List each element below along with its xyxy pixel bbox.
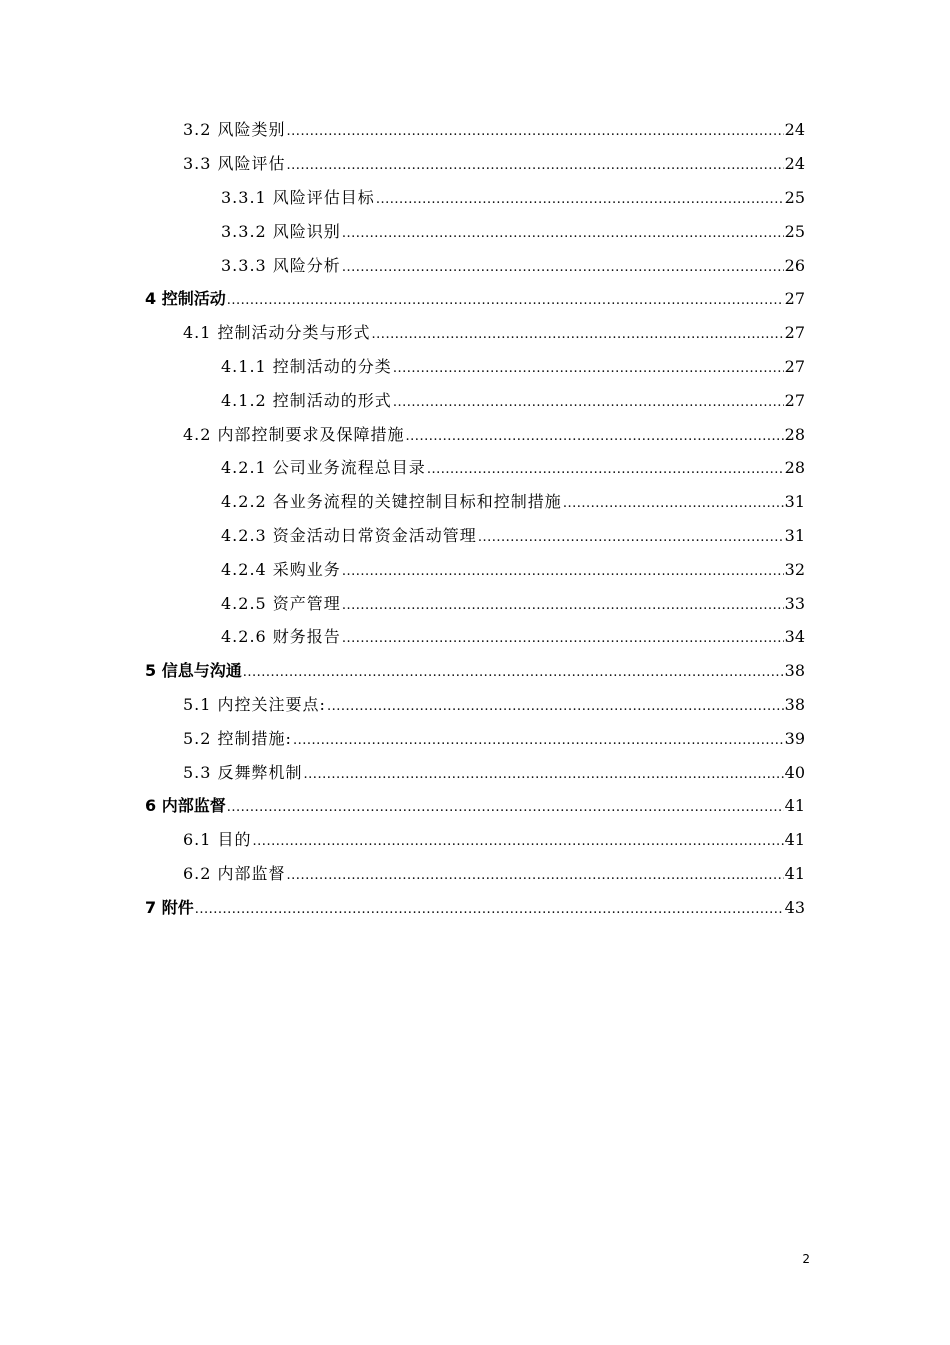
toc-dot-leader: [342, 260, 784, 275]
toc-entry[interactable]: [0, 585, 950, 619]
toc-entry[interactable]: [0, 416, 950, 450]
toc-entry-line: [221, 489, 805, 512]
toc-entry-line: [145, 658, 805, 681]
toc-dot-leader: [253, 834, 784, 849]
toc-dot-leader: [478, 530, 784, 545]
toc-entry[interactable]: [0, 653, 950, 687]
toc-entry-page: 43: [784, 897, 805, 917]
toc-entry-title: 6 内部监督: [145, 796, 226, 816]
toc-dot-leader: [393, 395, 784, 410]
toc-entry[interactable]: [0, 180, 950, 214]
toc-entry-page: 41: [784, 796, 805, 816]
toc-dot-leader: [287, 868, 784, 883]
toc-entry-title: 3.2 风险类别: [183, 120, 286, 140]
toc-entry-line: [183, 151, 805, 174]
toc-entry-title: 4.1 控制活动分类与形式: [183, 323, 371, 343]
toc-entry-page: 38: [784, 694, 805, 714]
toc-entry-line: [145, 286, 805, 309]
toc-entry-title: 4.2.2 各业务流程的关键控制目标和控制措施: [221, 492, 562, 512]
toc-dot-leader: [227, 293, 784, 308]
toc-dot-leader: [342, 564, 784, 579]
toc-entry-title: 3.3 风险评估: [183, 154, 286, 174]
toc-entry-page: 28: [784, 458, 805, 478]
toc-entry[interactable]: [0, 349, 950, 383]
toc-entry-line: [221, 185, 805, 208]
toc-entry[interactable]: [0, 213, 950, 247]
toc-entry-line: [221, 455, 805, 478]
toc-entry-title: 5.2 控制措施:: [183, 728, 292, 748]
toc-entry-title: 4.2.5 资产管理: [221, 593, 341, 613]
table-of-contents: [0, 112, 950, 923]
toc-dot-leader: [342, 631, 784, 646]
toc-dot-leader: [342, 226, 784, 241]
toc-entry[interactable]: [0, 551, 950, 585]
toc-dot-leader: [372, 327, 784, 342]
toc-entry-page: 24: [784, 154, 805, 174]
toc-entry[interactable]: [0, 484, 950, 518]
toc-entry-title: 4.2.6 财务报告: [221, 627, 341, 647]
toc-entry-page: 33: [784, 593, 805, 613]
toc-entry[interactable]: [0, 889, 950, 923]
toc-entry-title: 4.1.2 控制活动的形式: [221, 390, 392, 410]
toc-entry[interactable]: [0, 788, 950, 822]
toc-entry-line: [221, 219, 805, 242]
toc-entry[interactable]: [0, 146, 950, 180]
toc-entry-title: 7 附件: [145, 897, 194, 917]
toc-dot-leader: [393, 361, 784, 376]
toc-entry-line: [221, 354, 805, 377]
toc-entry-title: 4 控制活动: [145, 289, 226, 309]
toc-entry-line: [183, 827, 805, 850]
toc-entry-title: 4.2.4 采购业务: [221, 559, 341, 579]
toc-entry-title: 4.1.1 控制活动的分类: [221, 356, 392, 376]
toc-entry-title: 5 信息与沟通: [145, 661, 242, 681]
toc-entry[interactable]: [0, 754, 950, 788]
toc-dot-leader: [304, 767, 784, 782]
toc-entry-title: 4.2 内部控制要求及保障措施: [183, 424, 405, 444]
toc-entry-line: [221, 253, 805, 276]
toc-dot-leader: [227, 800, 784, 815]
toc-entry-line: [221, 624, 805, 647]
toc-dot-leader: [287, 158, 784, 173]
toc-entry-line: [183, 760, 805, 783]
toc-dot-leader: [243, 665, 784, 680]
toc-entry-page: 41: [784, 863, 805, 883]
toc-entry[interactable]: [0, 247, 950, 281]
toc-entry-page: 27: [784, 323, 805, 343]
toc-entry-line: [183, 692, 805, 715]
page-number: 2: [802, 1252, 810, 1266]
toc-entry[interactable]: [0, 720, 950, 754]
toc-entry-line: [221, 388, 805, 411]
toc-entry-line: [183, 422, 805, 445]
toc-entry-page: 26: [784, 255, 805, 275]
toc-entry-title: 3.3.1 风险评估目标: [221, 187, 375, 207]
toc-dot-leader: [563, 496, 784, 511]
toc-entry-line: [183, 320, 805, 343]
toc-entry[interactable]: [0, 281, 950, 315]
toc-entry-title: 6.2 内部监督: [183, 863, 286, 883]
toc-entry-line: [183, 726, 805, 749]
toc-dot-leader: [327, 699, 784, 714]
toc-entry-page: 27: [784, 356, 805, 376]
toc-entry[interactable]: [0, 112, 950, 146]
toc-entry-page: 32: [784, 559, 805, 579]
toc-entry-line: [145, 793, 805, 816]
toc-entry-title: 5.1 内控关注要点:: [183, 694, 326, 714]
toc-entry[interactable]: [0, 856, 950, 890]
toc-entry-page: 41: [784, 830, 805, 850]
toc-entry-title: 4.2.3 资金活动日常资金活动管理: [221, 525, 477, 545]
toc-dot-leader: [195, 902, 784, 917]
toc-entry-page: 40: [784, 762, 805, 782]
toc-entry-page: 39: [784, 728, 805, 748]
toc-entry[interactable]: [0, 619, 950, 653]
toc-entry-page: 25: [784, 221, 805, 241]
toc-entry-page: 34: [784, 627, 805, 647]
toc-entry-page: 27: [784, 289, 805, 309]
toc-entry-line: [221, 591, 805, 614]
toc-dot-leader: [287, 124, 784, 139]
toc-entry-page: 24: [784, 120, 805, 140]
toc-entry-page: 25: [784, 187, 805, 207]
toc-entry[interactable]: [0, 315, 950, 349]
toc-entry[interactable]: [0, 518, 950, 552]
toc-entry-title: 3.3.3 风险分析: [221, 255, 341, 275]
toc-entry-title: 6.1 目的: [183, 830, 252, 850]
toc-entry-title: 5.3 反舞弊机制: [183, 762, 303, 782]
toc-entry-title: 4.2.1 公司业务流程总目录: [221, 458, 426, 478]
toc-entry-page: 38: [784, 661, 805, 681]
toc-dot-leader: [293, 733, 784, 748]
toc-entry-page: 31: [784, 492, 805, 512]
toc-entry[interactable]: [0, 822, 950, 856]
toc-entry-page: 31: [784, 525, 805, 545]
toc-entry[interactable]: [0, 450, 950, 484]
toc-dot-leader: [427, 462, 784, 477]
toc-entry-page: 28: [784, 424, 805, 444]
toc-entry-page: 27: [784, 390, 805, 410]
toc-entry-line: [221, 557, 805, 580]
toc-entry-title: 3.3.2 风险识别: [221, 221, 341, 241]
toc-entry[interactable]: [0, 687, 950, 721]
toc-dot-leader: [376, 192, 784, 207]
toc-entry[interactable]: [0, 382, 950, 416]
toc-entry-line: [221, 523, 805, 546]
toc-entry-line: [145, 895, 805, 918]
toc-entry-line: [183, 861, 805, 884]
toc-dot-leader: [342, 598, 784, 613]
toc-dot-leader: [406, 429, 784, 444]
toc-entry-line: [183, 117, 805, 140]
